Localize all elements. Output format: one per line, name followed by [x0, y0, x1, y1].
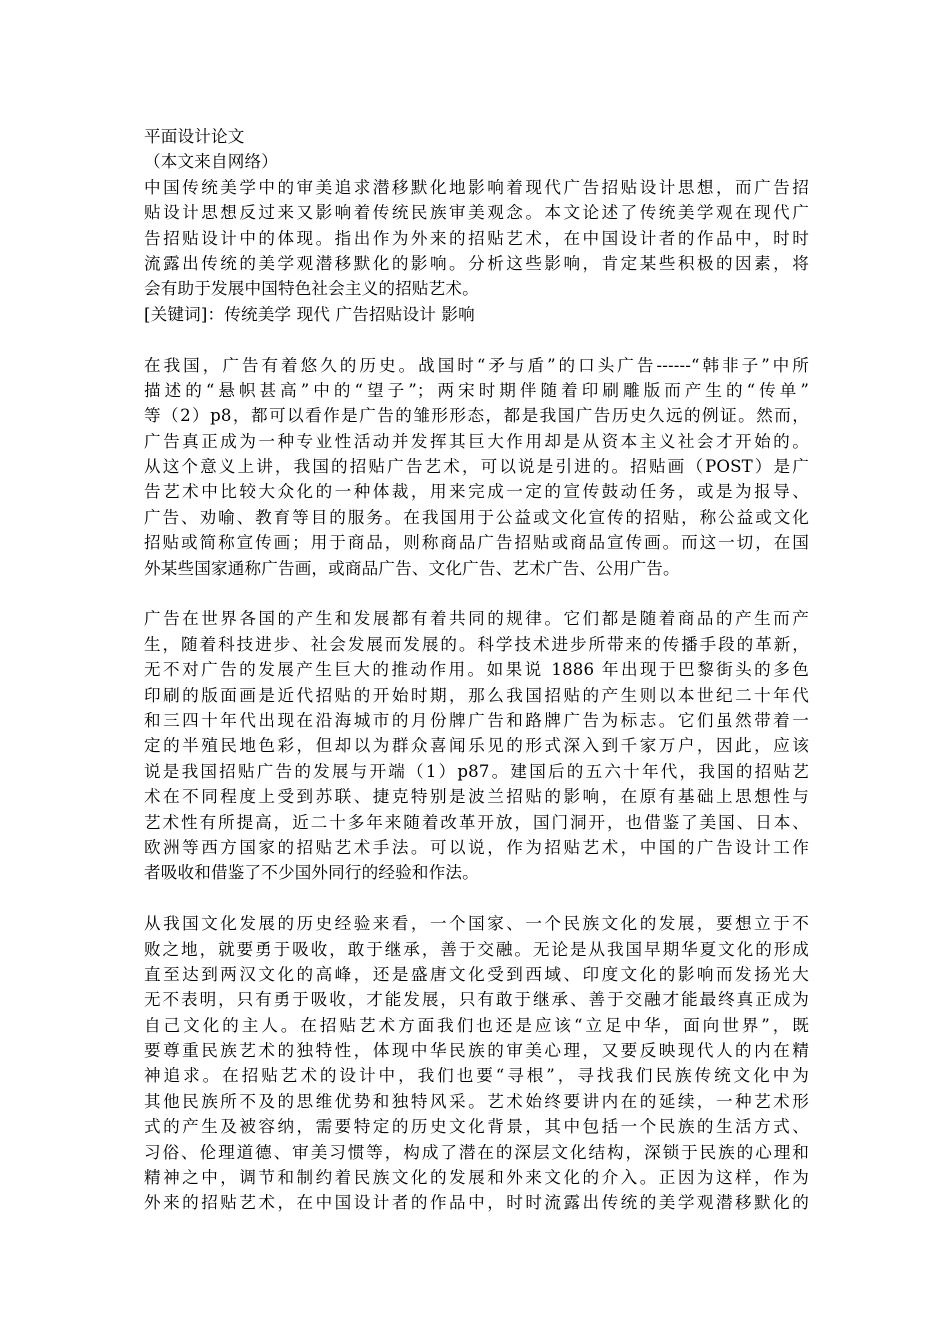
body-paragraph-2 [144, 606, 809, 885]
paragraph-line: 习俗、伦理道德、审美习惯等，构成了潜在的深层文化结构，深锁于民族的心理和 [144, 1142, 809, 1162]
abstract-line: 告招贴设计中的体现。指出作为外来的招贴艺术，在中国设计者的作品中，时时 [144, 228, 809, 248]
abstract-line: 中国传统美学中的审美追求潜移默化地影响着现代广告招贴设计思想，而广告招 [144, 177, 809, 197]
abstract [144, 175, 809, 302]
paragraph-line: 欧洲等西方国家的招贴艺术手法。可以说，作为招贴艺术，中国的广告设计工作 [144, 837, 809, 857]
paragraph-line: 从这个意义上讲，我国的招贴广告艺术，可以说是引进的。招贴画（POST）是广 [144, 457, 809, 477]
paragraph-line: 广告真正成为一种专业性活动并发挥其巨大作用却是从资本主义社会才开始的。 [144, 431, 809, 451]
source-note: （本文来自网络） [144, 152, 278, 172]
paragraph-line: 神追求。在招贴艺术的设计中，我们也要“寻根”，寻找我们民族传统文化中为 [144, 1066, 809, 1086]
paragraph-line: 说是我国招贴广告的发展与开端（1）p87。建国后的五六十年代，我国的招贴艺 [144, 761, 809, 781]
paragraph-line: 要尊重民族艺术的独特性，体现中华民族的审美心理，又要反映现代人的内在精 [144, 1041, 809, 1061]
paragraph-line: 告艺术中比较大众化的一种体裁，用来完成一定的宣传鼓动任务，或是为报导、 [144, 482, 809, 502]
paragraph-line: 在我国，广告有着悠久的历史。战国时“矛与盾”的口头广告------“韩非子”中所 [144, 355, 809, 375]
paragraph-line: 直至达到两汉文化的高峰，还是盛唐文化受到西域、印度文化的影响而发扬光大 [144, 964, 809, 984]
paragraph-spacer [144, 886, 809, 911]
paragraph-line: 生，随着科技进步、社会发展而发展的。科学技术进步所带来的传播手段的革新， [144, 634, 809, 654]
keywords: [关键词]：传统美学 现代 广告招贴设计 影响 [144, 304, 475, 324]
paragraph-line: 广告在世界各国的产生和发展都有着共同的规律。它们都是随着商品的产生而产 [144, 609, 809, 629]
paragraph-line: 式的产生及被容纳，需要特定的历史文化背景，其中包括一个民族的生活方式、 [144, 1117, 809, 1137]
paragraph-line: 招贴或简称宣传画；用于商品，则称商品广告招贴或商品宣传画。而这一切，在国 [144, 533, 809, 553]
document-title: 平面设计论文 [144, 127, 245, 146]
paragraph-line: 印刷的版面画是近代招贴的开始时期，那么我国招贴的产生则以本世纪二十年代 [144, 685, 809, 705]
paragraph-line: 精神之中，调节和制约着民族文化的发展和外来文化的介入。正因为这样，作为 [144, 1168, 809, 1188]
body-paragraph-3 [144, 911, 809, 1216]
paragraph-spacer [144, 327, 809, 352]
document-page [144, 124, 809, 1216]
paragraph-line: 艺术性有所提高，近二十多年来随着改革开放，国门洞开，也借鉴了美国、日本、 [144, 812, 809, 832]
paragraph-line: 败之地，就要勇于吸收，敢于继承，善于交融。无论是从我国早期华夏文化的形成 [144, 939, 809, 959]
paragraph-line: 定的半殖民地色彩，但却以为群众喜闻乐见的形式深入到千家万户，因此，应该 [144, 736, 809, 756]
paragraph-spacer [144, 581, 809, 606]
paragraph-line: 无不表明，只有勇于吸收，才能发展，只有敢于继承、善于交融才能最终真正成为 [144, 990, 809, 1010]
paragraph-line: 从我国文化发展的历史经验来看，一个国家、一个民族文化的发展，要想立于不 [144, 914, 809, 934]
body-paragraph-1 [144, 353, 809, 582]
paragraph-line: 和三四十年代出现在沿海城市的月份牌广告和路牌广告为标志。它们虽然带着一 [144, 710, 809, 730]
paragraph-line: 外来的招贴艺术，在中国设计者的作品中，时时流露出传统的美学观潜移默化的 [144, 1193, 809, 1213]
paragraph-line: 外某些国家通称广告画，或商品广告、文化广告、艺术广告、公用广告。 [144, 558, 680, 578]
paragraph-line: 自己文化的主人。在招贴艺术方面我们也还是应该“立足中华，面向世界”，既 [144, 1015, 809, 1035]
abstract-line: 流露出传统的美学观潜移默化的影响。分析这些影响，肯定某些积极的因素，将 [144, 253, 809, 273]
paragraph-line: 者吸收和借鉴了不少国外同行的经验和作法。 [144, 863, 479, 883]
paragraph-line: 广告、劝喻、教育等目的服务。在我国用于公益或文化宣传的招贴，称公益或文化 [144, 507, 809, 527]
paragraph-line: 无不对广告的发展产生巨大的推动作用。如果说 1886 年出现于巴黎街头的多色 [144, 660, 809, 680]
abstract-line: 会有助于发展中国特色社会主义的招贴艺术。 [144, 279, 479, 299]
paragraph-line: 术在不同程度上受到苏联、捷克特别是波兰招贴的影响，在原有基础上思想性与 [144, 787, 809, 807]
paragraph-line: 等（2）p8，都可以看作是广告的雏形形态，都是我国广告历史久远的例证。然而， [144, 406, 809, 426]
paragraph-line: 描述的“悬帜甚高”中的“望子”；两宋时期伴随着印刷雕版而产生的“传单” [144, 380, 809, 400]
paragraph-line: 其他民族所不及的思维优势和独特风采。艺术始终要讲内在的延续，一种艺术形 [144, 1091, 809, 1111]
abstract-line: 贴设计思想反过来又影响着传统民族审美观念。本文论述了传统美学观在现代广 [144, 203, 809, 223]
